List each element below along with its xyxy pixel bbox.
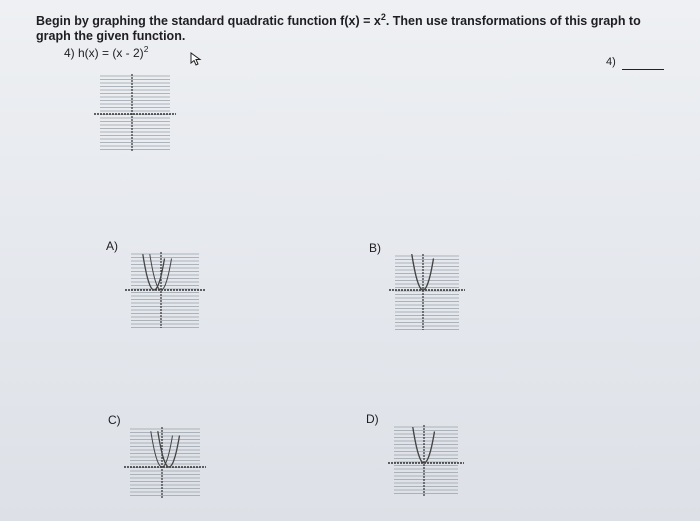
grid-svg [123,252,207,328]
grid-svg [386,425,466,497]
option-c-graph[interactable] [122,427,208,499]
grid-svg [122,427,208,499]
instruction-part1: Begin by graphing the standard quadratic function f(x) = x [36,14,381,29]
parabola-transformed [158,431,180,467]
option-a-label: A) [106,239,118,253]
option-c-label: C) [108,413,121,427]
option-b-graph[interactable] [387,254,467,330]
option-b-label: B) [369,241,381,255]
option-d-label: D) [366,412,379,426]
instruction-superscript: 2 [380,12,386,22]
instruction-part2: . Then use transformations of this graph to graph the given function. [36,14,641,44]
grid-svg [92,74,178,152]
mouse-pointer-icon [190,52,202,71]
option-d-graph[interactable] [386,425,466,497]
blank-coordinate-grid [92,74,178,152]
instruction-text [36,10,676,44]
answer-blank[interactable] [622,69,664,70]
problem-superscript: 2 [143,44,149,54]
grid-svg [387,254,467,330]
problem-statement [64,44,148,60]
option-a-graph[interactable] [123,252,207,328]
problem-label: 4) h(x) = (x - 2) [64,46,144,60]
answer-label: 4) [606,56,616,68]
